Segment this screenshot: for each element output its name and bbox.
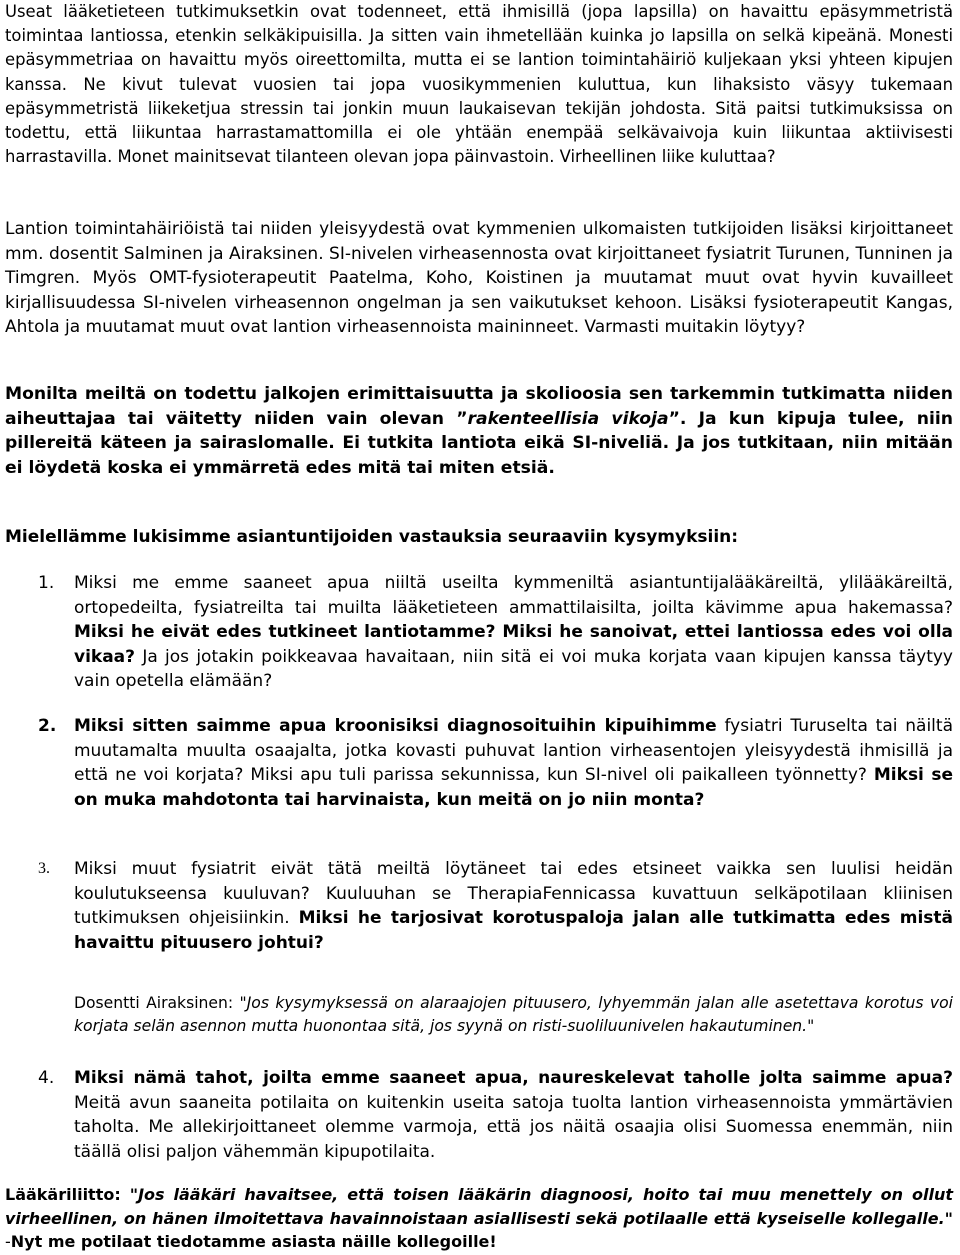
question-text [74,714,953,812]
question-item-2 [38,714,953,812]
question-part: Meitä avun saaneita potilaita on kuitenkin useita satoja tuolta lantion virheasennoista ymmärtävien taholta. Me allekirjoittaneet olemme varmoja, että jos näitä osaajia olisi Suomessa enemmän, niin täällä olisi paljon vähemmän kipupotilaita. [74,1092,953,1162]
paragraph-text: Monilta meiltä on todettu jalkojen erimittaisuutta ja skolioosia sen tarkemmin tutkimatta niiden aiheuttajaa tai väitetty niiden vain olevan ” [5,384,953,429]
question-bold-part: Miksi se on muka mahdotonta tai harvinaista, kun meitä on jo niin monta? [74,765,954,810]
question-part: fysiatri Turuselta tai näiltä muutamalta muulta osaajalta, jotka kovasti puhuvat lantion virheasentojen yleisyydestä ihmisillä ja että ne voi korjata? Miksi apu tuli parissa sekunnissa, kun SI-nivel oli paikalleen työnnetty? [74,716,953,786]
quote-airaksinen [74,992,953,1040]
question-number: 1. [38,573,55,593]
paragraph-text: ”. Ja kun kipuja tulee, niin pillereitä käteen ja sairaslomalle. Ei tutkita lantiota eikä SI-niveliä. Ja jos tutkitaan, niin mitään ei löydetä koska ei ymmärretä edes mitä tai miten etsiä. [5,408,953,478]
emphasis-text: rakenteellisia vikoja [467,408,669,429]
quote-text: "Jos kysymyksessä on alaraajojen pituusero, lyhyemmän jalan alle asetettava korotus voi korjata selän asennon mutta huonontaa sitä, jos syynä on risti-suoliluunivelen hakautuminen." [74,993,953,1036]
question-bold-part: Miksi sitten saimme apua kroonisiksi diagnosoituihin kipuihimme [74,716,717,736]
paragraph-text: Lantion toimintahäiriöistä tai niiden yleisyydestä ovat kymmenien ulkomaisten tutkijoiden lisäksi kirjoittaneet mm. dosentit Salminen ja Airaksinen. SI-nivelen virheasennosta ovat kirjoittaneet fysiatrit Turunen, Tunninen ja Timgren. Myös OMT-fysioterapeutit Paatelma, Koho, Koistinen ja muutamat muut ovat hyvin kuvailleet kirjallisuudessa SI-nivelen virheasennon ongelman ja sen vaikutukset kehoon. Lisäksi fysioterapeutit Kangas, Ahtola ja muutamat muut ovat lantion virheasennoista maininneet. Varmasti muitakin löytyy? [5,219,953,338]
question-item-1 [38,571,953,694]
paragraph-medical-association-quote [5,1183,953,1254]
question-text [74,1066,953,1164]
question-part: Ja jos jotakin poikkeavaa havaitaan, niin sitä ei voi muka korjata vaan kipujen kanssa täytyy vain opetella elämään? [74,646,953,692]
heading-text: Mielellämme lukisimme asiantuntijoiden vastauksia seuraaviin kysymyksiin: [5,527,739,547]
question-part: Miksi me emme saaneet apua niiltä useilta kymmeniltä asiantuntijalääkäreiltä, ylilääkäreiltä, ortopedeilta, fysiatreilta tai muilta lääketieteen ammattilaisilta, joilta kävimme apua hakemassa? [74,573,953,618]
question-text [74,571,953,694]
quote-source: Lääkäriliitto: [5,1185,130,1204]
closing-statement: Nyt me potilaat tiedotamme asiasta näille kollegoille! [10,1232,497,1252]
separator-text: - [5,1232,11,1252]
question-item-4 [38,1066,953,1164]
paragraph-asymmetry-studies [5,0,953,169]
question-number: 2. [38,716,57,736]
quote-text: "Jos lääkäri havaitsee, että toisen lääkärin diagnoosi, hoito tai muu menettely on ollut virheellinen, on hänen ilmoitettava havainnoistaan asiallisesti sekä potilaalle että kyseiselle kollegalle." [5,1185,953,1228]
question-bold-part: Miksi he tarjosivat korotuspaloja jalan alle tutkimatta edes mistä havaittu pituusero johtui? [74,908,953,953]
question-text [74,857,953,955]
question-number: 3. [38,860,50,877]
paragraph-text: Useat lääketieteen tutkimuksetkin ovat todenneet, että ihmisillä (jopa lapsilla) on havaittu epäsymmetristä toimintaa lantiossa, etenkin selkäkipuisilla. Ja sitten vain ihmetellään kuinka jo lapsilla on selkä kipeänä. Monesti epäsymmetriaa on havaittu myös oireettomilta, mutta ei se lantion toimintahäiriö kuljekaan yksi yhteen kipujen kanssa. Ne kivut tulevat vuosien tai jopa vuosikymmenien kuluttua, kun lihaksisto väsyy tukemaan epäsymmetristä liikeketjua stressin tai jonkin muun laukaisevan tekijän johdosta. Sitä paitsi tutkimuksissa on todettu, että liikuntaa harrastamattomilla ei ole yhtään enempää selkävaivoja kuin liikuntaa aktiivisesti harrastavilla. Monet mainitsevat tilanteen olevan jopa päinvastoin. Virheellinen liike kuluttaa? [5,2,953,167]
question-bold-part: Miksi he eivät edes tutkineet lantiotamme? Miksi he sanoivat, ettei lantiossa edes voi olla vikaa? [74,622,953,667]
quote-author: Dosentti Airaksinen: [74,993,240,1012]
question-number: 4. [38,1068,55,1088]
question-item-3 [38,857,953,955]
paragraph-leg-length-claim [5,382,953,480]
question-part: Miksi muut fysiatrit eivät tätä meiltä löytäneet tai edes etsineet vaikka sen luulisi heidän koulutukseensa kuuluvan? Kuuluuhan se TherapiaFennicassa kuvattuun selkäpotilaan kliinisen tutkimuksen ohjeisiinkin. [74,859,953,929]
paragraph-authors [5,217,953,340]
section-heading-questions [5,525,953,550]
question-bold-part: Miksi nämä tahot, joilta emme saaneet apua, naureskelevat taholle jolta saimme apua? [74,1068,953,1088]
